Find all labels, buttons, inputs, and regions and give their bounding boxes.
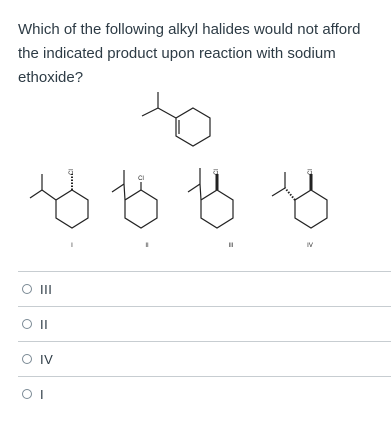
answer-option-i[interactable] (18, 376, 391, 411)
answer-list (18, 271, 391, 411)
molecule-diagram (0, 90, 391, 260)
answer-label: I (40, 386, 45, 402)
structure-ii-molecule (112, 170, 157, 228)
radio-button[interactable] (22, 319, 32, 329)
structure-ii-label: II (145, 243, 149, 249)
structure-iv-halogen-label: Cl (308, 169, 314, 175)
reaction-figure (0, 90, 391, 260)
answer-label: III (40, 281, 53, 297)
structure-i-label: I (71, 243, 73, 249)
answer-label: IV (40, 351, 54, 367)
answer-label: II (40, 316, 49, 332)
structure-i-molecule (30, 174, 88, 228)
answer-option-iii[interactable] (18, 271, 391, 306)
structure-ii-halogen-label: Cl (138, 176, 144, 182)
structure-iv-molecule (272, 172, 327, 228)
structure-iv-label: IV (307, 243, 313, 249)
question-text: Which of the following alkyl halides would not afford the indicated product upon reaction with sodium ethoxide? (18, 21, 361, 86)
structure-iii-halogen-label: Cl (214, 169, 220, 175)
radio-button[interactable] (22, 389, 32, 399)
product-molecule (142, 92, 210, 146)
structure-iii-molecule (188, 168, 233, 228)
structure-iii-label: III (228, 243, 234, 249)
answer-option-iv[interactable] (18, 341, 391, 376)
answer-option-ii[interactable] (18, 306, 391, 341)
radio-button[interactable] (22, 354, 32, 364)
radio-button[interactable] (22, 284, 32, 294)
structure-i-halogen-label: Cl (69, 169, 75, 175)
